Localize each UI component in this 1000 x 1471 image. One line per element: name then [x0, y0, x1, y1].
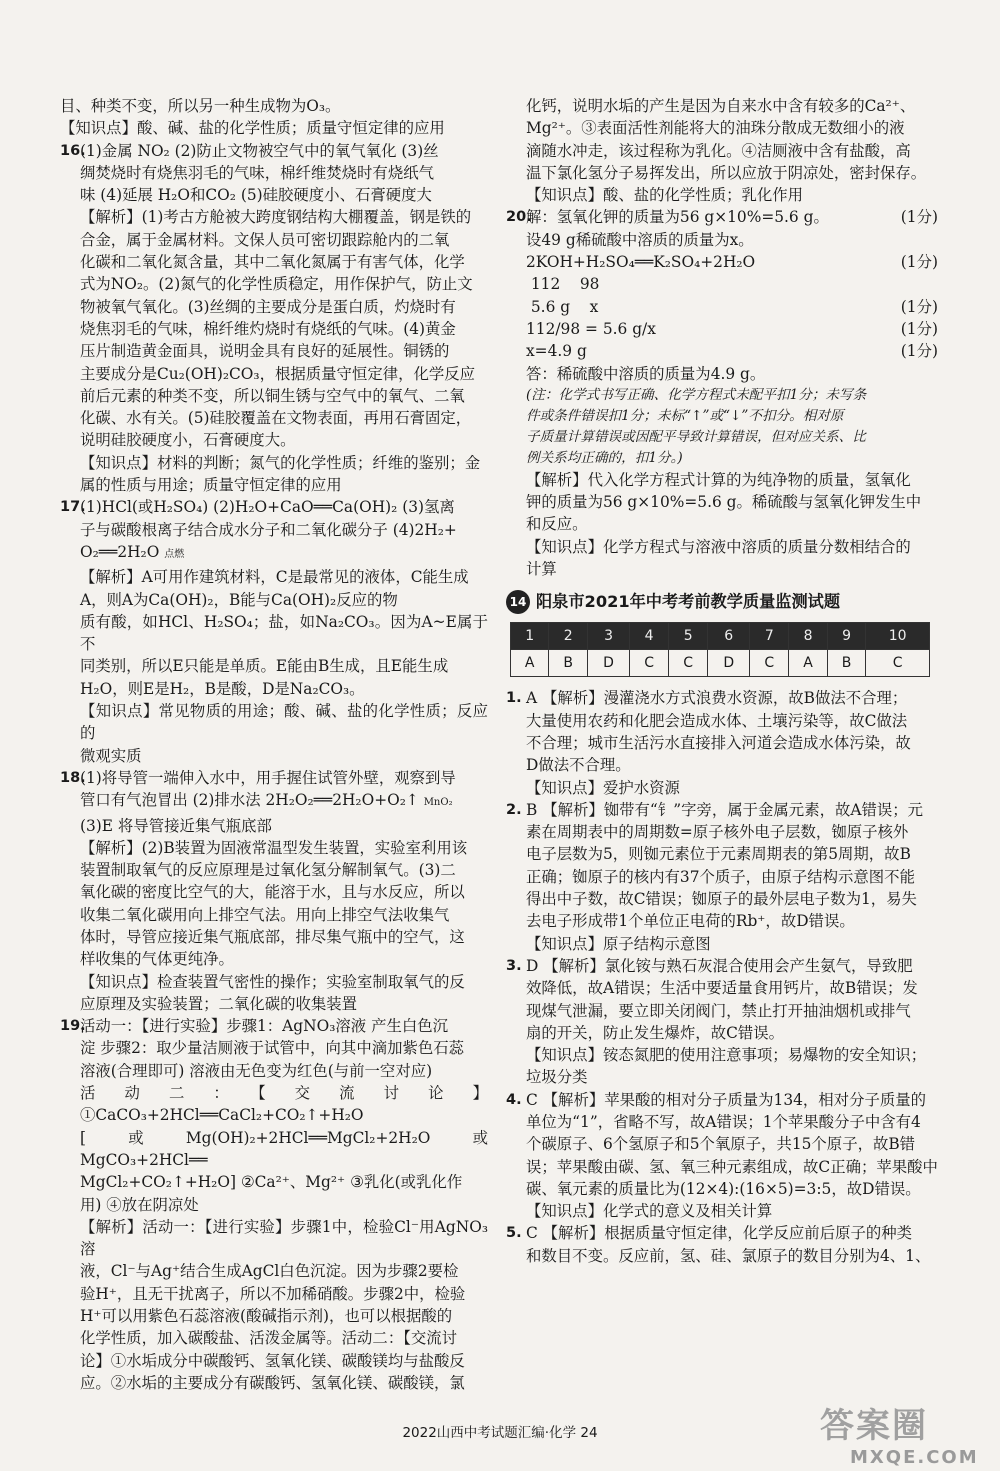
- answer-cell: B: [549, 650, 588, 677]
- text-line: 味 (4)延展 H₂O和CO₂ (5)硅胶硬度小、石膏硬度大: [80, 186, 432, 205]
- text-line: 化学性质，加入碳酸盐、活泼金属等。活动二：【交流讨: [80, 1329, 458, 1348]
- text-line: 单位为“1”，省略不写，故A错误；1个苹果酸分子中含有4: [526, 1112, 921, 1131]
- question-number: 5.: [506, 1225, 522, 1242]
- text-line: 活动一：【进行实验】步骤1：AgNO₃溶液 产生白色沉: [80, 1017, 449, 1036]
- text-line: 活动二：【交流讨论】①CaCO₃+2HCl══CaCl₂+CO₂↑+H₂O: [80, 1084, 488, 1125]
- intro-knowledge: 【知识点】酸、碱、盐的化学性质；质量守恒定律的应用: [60, 119, 445, 138]
- text-line: 合金，属于金属材料。文保人员可密切跟踪舱内的二氧: [80, 230, 450, 249]
- text-line: 同类别，所以E只能是单质。E能由B生成，且E能生成: [80, 657, 449, 676]
- text-line: 用) ④放在阴凉处: [80, 1195, 199, 1214]
- text-line: D做法不合理。: [526, 756, 631, 775]
- question-18: [60, 767, 488, 1015]
- right-column: [506, 95, 938, 1267]
- question-number: 19.: [60, 1018, 86, 1035]
- question-20: [506, 206, 938, 580]
- question-16: [60, 140, 488, 497]
- text-line: D 【解析】氯化铵与熟石灰混合使用会产生氨气，导致肥: [526, 956, 913, 975]
- score: (1分): [900, 297, 938, 316]
- text-line: 属的性质与用途；质量守恒定律的应用: [80, 476, 342, 495]
- text-line: 收集二氧化碳用向上排空气法。用向上排空气法收集气: [80, 905, 450, 924]
- text-line: [80, 541, 488, 566]
- text-line: 【知识点】化学方程式与溶液中溶质的质量分数相结合的: [526, 537, 911, 556]
- text-line: 应。②水垢的主要成分有碳酸钙、氢氧化镁、碳酸镁，氯: [80, 1373, 465, 1392]
- question-num-cell: 8: [789, 623, 827, 650]
- watermark-url: MXQE.COM: [850, 1447, 979, 1468]
- text-line: 计算: [526, 560, 557, 579]
- score: (1分): [900, 319, 938, 338]
- answer-cell: C: [630, 650, 669, 677]
- text-line: 扇的开关，防止发生爆炸，故C错误。: [526, 1023, 785, 1042]
- equation: 管口有气泡冒出 (2)排水法 2H₂O₂══2H₂O+O₂↑: [80, 791, 419, 810]
- text-line: 装置制取氧气的反应原理是过氧化氢分解制氧气。(3)二: [80, 861, 456, 880]
- left-column: [60, 95, 488, 1394]
- question-num-cell: 5: [669, 623, 708, 650]
- answer-cell: A: [511, 650, 549, 677]
- solution-text: 解：氢氧化钾的质量为56 g×10%=5.6 g。: [526, 208, 829, 227]
- text-line: 个碳原子、6个氢原子和5个氧原子，共15个原子，故B错: [526, 1135, 916, 1154]
- answer-table-header: [511, 623, 930, 650]
- score: (1分): [900, 342, 938, 361]
- text-line: 化碳、水有关。(5)硅胶覆盖在文物表面，再用石膏固定，: [80, 409, 472, 428]
- text-line: 去电子形成带1个单位正电荷的Rb⁺，故D错误。: [526, 912, 855, 931]
- text-line: 烧焦羽毛的气味，棉纤维灼烧时有烧纸的气味。(4)黄金: [80, 319, 456, 338]
- text-line: 体时，导管应接近集气瓶底部，排尽集气瓶中的空气，这: [80, 927, 465, 946]
- text-line: 液，Cl⁻与Ag⁺结合生成AgCl白色沉淀。因为步骤2要检: [80, 1262, 459, 1281]
- answer-cell: C: [669, 650, 708, 677]
- section-heading: [506, 590, 938, 614]
- text-line: 说明硅胶硬度小，石膏硬度大。: [80, 431, 296, 450]
- solution-row: [526, 363, 938, 385]
- text-line: 式为NO₂。(2)氮气的化学性质稳定，用作保护气，防止文: [80, 275, 473, 294]
- question-1: [506, 687, 938, 798]
- section-title: 阳泉市2021年中考考前教学质量监测试题: [536, 592, 841, 612]
- text-line: 【解析】代入化学方程式计算的为纯净物的质量，氢氧化: [526, 470, 911, 489]
- text-line: C 【解析】苹果酸的相对分子质量为134，相对分子质量的: [526, 1090, 927, 1109]
- text-line: 电子层数为5，则铷元素位于元素周期表的第5周期，故B: [526, 845, 911, 864]
- question-number: 3.: [506, 957, 522, 974]
- text-line: 垃圾分类: [526, 1068, 588, 1087]
- text-line: 质有酸，如HCl、H₂SO₄；盐，如Na₂CO₃。因为A~E属于不: [80, 612, 488, 654]
- text-line: 和反应。: [526, 515, 588, 534]
- answer-cell: C: [866, 650, 930, 677]
- text-line: 大量使用农药和化肥会造成水体、土壤污染等，故C做法: [526, 711, 908, 730]
- question-number: 18.: [60, 769, 86, 786]
- grading-note: (注：化学式书写正确、化学方程式未配平扣1分；未写条: [526, 386, 867, 403]
- answer-cell: D: [587, 650, 629, 677]
- text-line: 钾的质量为56 g×10%=5.6 g。稀硫酸与氢氧化钾发生中: [526, 493, 922, 512]
- text-line: 素在周期表中的周期数=原子核外电子层数，铷原子核外: [526, 823, 909, 842]
- text-line: 【解析】A可用作建筑材料，C是最常见的液体，C能生成: [80, 568, 469, 587]
- question-number: 20.: [506, 209, 532, 226]
- solution-text: x=4.9 g: [526, 342, 587, 361]
- text-line: 微观实质: [80, 746, 142, 765]
- solution-row: [526, 296, 938, 318]
- text-line: 验H⁺，且无干扰离子，所以不加稀硝酸。步骤2中，检验: [80, 1284, 466, 1303]
- question-num-cell: 9: [827, 623, 866, 650]
- solution-text: 112/98 = 5.6 g/x: [526, 319, 656, 338]
- text-line: 【知识点】酸、盐的化学性质；乳化作用: [526, 186, 804, 205]
- question-num-cell: 10: [866, 623, 930, 650]
- grading-note: 例关系均正确的，扣1分。): [526, 449, 683, 466]
- solution-row: [526, 318, 938, 340]
- text-line: 绸焚烧时有烧焦羽毛的气味，棉纤维焚烧时有烧纸气: [80, 163, 434, 182]
- question-num-cell: 2: [549, 623, 588, 650]
- question-number: 2.: [506, 801, 522, 818]
- watermark-logo: [820, 1398, 979, 1468]
- solution-row: [526, 340, 938, 362]
- text-line: 效降低，故A错误；生活中要适量食用钙片，故B错误；发: [526, 979, 918, 998]
- solution-row: [526, 273, 938, 295]
- answer-cell: B: [827, 650, 866, 677]
- text-line: A 【解析】漫灌浇水方式浪费水资源，故B做法不合理；: [526, 689, 908, 708]
- score: (1分): [900, 208, 938, 227]
- text-line: 现煤气泄漏，要立即关闭阀门，禁止打开抽油烟机或排气: [526, 1001, 911, 1020]
- answer-cell: D: [708, 650, 750, 677]
- text-line: 【解析】(1)考古方舱被大跨度钢结构大棚覆盖，钢是铁的: [80, 208, 472, 227]
- solution-text: 答：稀硫酸中溶质的质量为4.9 g。: [526, 364, 766, 383]
- text-line: 样收集的气体更纯净。: [80, 950, 234, 969]
- page-footer: 2022山西中考试题汇编·化学 24: [402, 1425, 598, 1441]
- text-line: 温下氯化氢分子易挥发出，所以应放于阴凉处，密封保存。: [526, 163, 927, 182]
- text-line: 论】①水垢成分中碳酸钙、氢氧化镁、碳酸镁均与盐酸反: [80, 1351, 465, 1370]
- question-number: 1.: [506, 690, 522, 707]
- text-line: 淀 步骤2：取少量洁厕液于试管中，向其中滴加紫色石蕊: [80, 1039, 465, 1058]
- question-5: [506, 1222, 938, 1267]
- text-line: 和数目不变。反应前，氢、硅、氯原子的数目分别为4、1、: [526, 1246, 931, 1265]
- solution-text: 设49 g稀硫酸中溶质的质量为x。: [526, 230, 754, 249]
- text-line: MgCl₂+CO₂↑+H₂O] ②Ca²⁺、Mg²⁺ ③乳化(或乳化作: [80, 1173, 463, 1192]
- answer-cell: C: [750, 650, 789, 677]
- question-2: [506, 799, 938, 955]
- grading-note: 件或条件错误扣1分；未标“↑”或“↓”不扣分。相对原: [526, 407, 844, 424]
- text-line: 化钙，说明水垢的产生是因为自来水中含有较多的Ca²⁺、: [526, 97, 916, 115]
- text-line: H₂O，则E是H₂，B是酸，D是Na₂CO₃。: [80, 679, 365, 698]
- text-line: B 【解析】铷带有“钅”字旁，属于金属元素，故A错误；元: [526, 800, 924, 819]
- question-3: [506, 955, 938, 1089]
- question-number: 17.: [60, 499, 86, 516]
- text-line: 【知识点】爱护水资源: [526, 778, 680, 797]
- question-num-cell: 3: [587, 623, 629, 650]
- text-line: 压片制造黄金面具，说明金具有良好的延展性。铜锈的: [80, 342, 450, 361]
- text-line: H⁺可以用紫色石蕊溶液(酸碱指示剂)，也可以根据酸的: [80, 1307, 453, 1326]
- text-line: 【知识点】检查装置气密性的操作；实验室制取氧气的反: [80, 972, 465, 991]
- text-line: (1)金属 NO₂ (2)防止文物被空气中的氧气氧化 (3)丝: [80, 141, 439, 160]
- question-num-cell: 4: [630, 623, 669, 650]
- text-line: 主要成分是Cu₂(OH)₂CO₃，根据质量守恒定律，化学反应: [80, 364, 476, 383]
- text-line: 【知识点】化学式的意义及相关计算: [526, 1202, 773, 1221]
- text-line: 子与碳酸根离子结合成水分子和二氧化碳分子 (4)2H₂+: [80, 520, 457, 539]
- question-num-cell: 1: [511, 623, 549, 650]
- solution-row: [526, 251, 938, 273]
- text-line: 【知识点】常见物质的用途；酸、碱、盐的化学性质；反应的: [80, 702, 488, 743]
- solution-text: 2KOH+H₂SO₄══K₂SO₄+2H₂O: [526, 253, 756, 272]
- intro-line: 目、种类不变，所以另一种生成物为O₃。: [60, 97, 341, 115]
- solution-text: 5.6 g x: [526, 297, 599, 316]
- text-line: 【解析】(2)B装置为固液常温型发生装置，实验室利用该: [80, 838, 468, 857]
- section-number-badge: 14: [506, 590, 530, 614]
- text-line: 前后元素的种类不变，所以铜生锈与空气中的氧气、二氧: [80, 386, 465, 405]
- solution-row: [526, 206, 938, 228]
- text-line: 物被氧气氧化。(3)丝绸的主要成分是蛋白质，灼烧时有: [80, 297, 456, 316]
- text-line: 正确；铷原子的核内有37个质子，由原子结构示意图不能: [526, 867, 915, 886]
- question-number: 16.: [60, 142, 86, 159]
- text-line: 【知识点】铵态氮肥的使用注意事项；易爆物的安全知识；: [526, 1046, 927, 1065]
- answer-table-row: [511, 650, 930, 677]
- question-number: 4.: [506, 1091, 522, 1108]
- text-line: 得出中子数，故C错误；铷原子的最外层电子数为1，易失: [526, 890, 917, 909]
- text-line: [或Mg(OH)₂+2HCl══MgCl₂+2H₂O或MgCO₃+2HCl══: [80, 1128, 488, 1169]
- text-line: C 【解析】根据质量守恒定律，化学反应前后原子的种类: [526, 1224, 913, 1243]
- grading-note: 子质量计算错误或因配平导致计算错误，但对应关系、比: [526, 428, 866, 445]
- text-line: (1)HCl(或H₂SO₄) (2)H₂O+CaO══Ca(OH)₂ (3)氢离: [80, 498, 455, 517]
- text-line: 【知识点】原子结构示意图: [526, 934, 711, 953]
- solution-text: 112 98: [526, 275, 600, 294]
- text-line: 滴随水冲走，该过程称为乳化。④洁厕液中含有盐酸，高: [526, 141, 911, 160]
- text-line: (1)将导管一端伸入水中，用手握住试管外壁，观察到导: [80, 768, 456, 787]
- question-num-cell: 6: [708, 623, 750, 650]
- text-line: A，则A为Ca(OH)₂，B能与Ca(OH)₂反应的物: [80, 590, 398, 609]
- score: (1分): [900, 253, 938, 272]
- question-19: [60, 1015, 488, 1394]
- text-line: 误；苹果酸由碳、氢、氧三种元素组成，故C正确；苹果酸中: [526, 1157, 938, 1176]
- equation: O₂══2H₂O: [80, 542, 160, 561]
- text-line: 【知识点】材料的判断；氮气的化学性质；纤维的鉴别；金: [80, 453, 481, 472]
- text-line: 碳、氧元素的质量比为(12×4):(16×5)=3:5，故D错误。: [526, 1179, 921, 1198]
- text-line: (3)E 将导管接近集气瓶底部: [80, 816, 272, 835]
- text-line: Mg²⁺。③表面活性剂能将大的油珠分散成无数细小的液: [526, 119, 905, 138]
- watermark-text: 答案圈: [820, 1406, 928, 1446]
- answer-table: [510, 622, 930, 677]
- question-num-cell: 7: [750, 623, 789, 650]
- text-line: 不合理；城市生活污水直接排入河道会造成水体污染，故: [526, 733, 911, 752]
- text-line: 溶液(合理即可) 溶液由无色变为红色(与前一空对应): [80, 1061, 433, 1080]
- solution-row: [526, 229, 938, 251]
- text-line: [80, 789, 488, 814]
- text-line: 化碳和二氧化氮含量，其中二氧化氮属于有害气体，化学: [80, 253, 465, 272]
- text-line: 应原理及实验装置；二氧化碳的收集装置: [80, 994, 358, 1013]
- text-line: 【解析】活动一：【进行实验】步骤1中，检验Cl⁻用AgNO₃溶: [80, 1217, 488, 1259]
- question-4: [506, 1089, 938, 1223]
- catalyst-label: MnO₂: [423, 797, 453, 809]
- condition-label: 点燃: [164, 548, 185, 560]
- question-17: [60, 496, 488, 767]
- answer-cell: A: [789, 650, 827, 677]
- text-line: 氧化碳的密度比空气的大，能溶于水，且与水反应，所以: [80, 883, 465, 902]
